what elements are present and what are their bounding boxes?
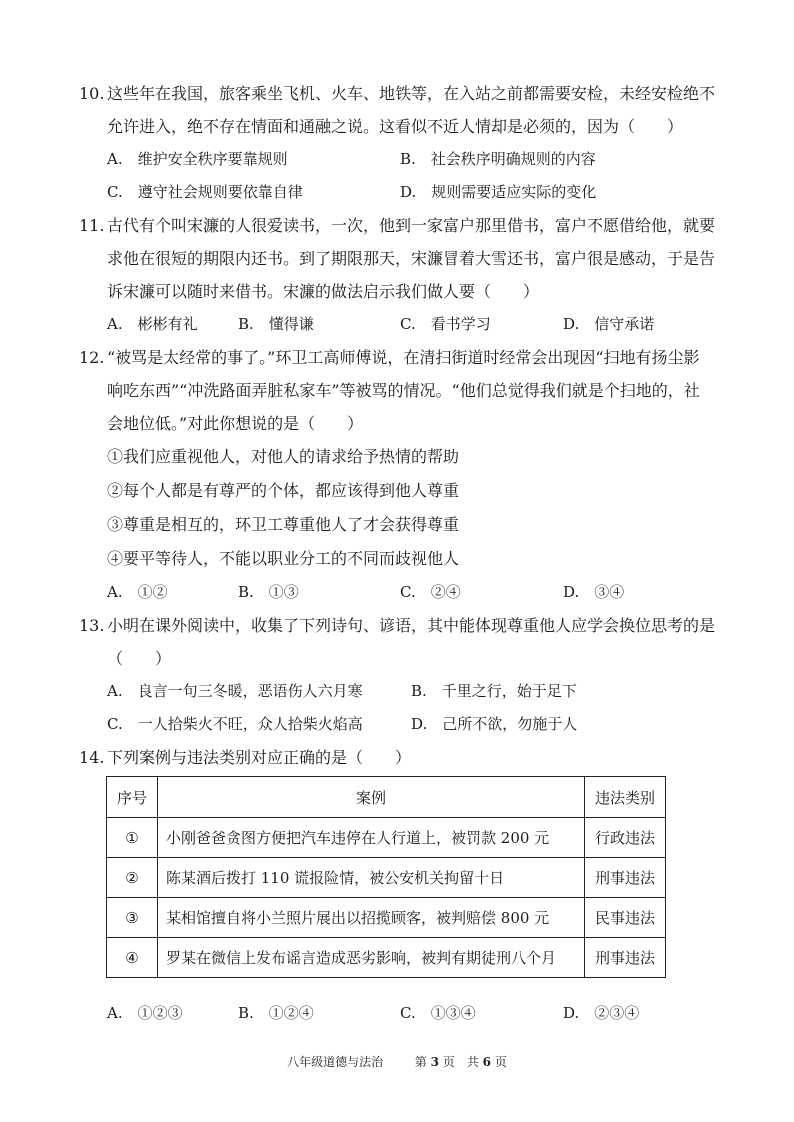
question-line: 会地位低。”对此你想说的是（ ） — [107, 414, 364, 433]
question-line — [79, 741, 729, 774]
options-row — [79, 708, 729, 741]
options-row — [79, 143, 729, 176]
cell-case: 陈某酒后拨打 110 谎报险情，被公安机关拘留十日 — [158, 858, 585, 898]
options-row — [79, 176, 729, 209]
statement-1: ①我们应重视他人，对他人的请求给予热情的帮助 — [107, 447, 460, 466]
option-c: C. 遵守社会规则要依靠自律 — [107, 183, 303, 201]
question-number: 13. — [79, 616, 105, 635]
options-row — [79, 997, 729, 1030]
option-d: D. ②③④ — [563, 1004, 640, 1022]
question-text: 下列案例与违法类别对应正确的是（ ） — [107, 748, 412, 767]
table-header-row — [107, 777, 666, 818]
option-d: D. 信守承诺 — [563, 315, 655, 333]
question-text: 古代有个叫宋濂的人很爱读书，一次，他到一家富户那里借书，富户不愿借给他，就要 — [107, 216, 716, 235]
question-line — [79, 609, 729, 642]
page-footer — [0, 1053, 794, 1070]
question-12 — [79, 341, 729, 609]
cell-type: 刑事违法 — [585, 938, 666, 978]
footer-page-number: 3 — [430, 1055, 439, 1069]
question-number: 12. — [79, 348, 105, 367]
options-row — [79, 675, 729, 708]
option-c: C. 一人拾柴火不旺，众人拾柴火焰高 — [107, 715, 363, 733]
question-number: 14. — [79, 748, 105, 767]
footer-page-mid: 页 共 — [442, 1055, 479, 1069]
header-case: 案例 — [158, 777, 585, 818]
question-line — [79, 77, 729, 110]
option-b: B. 千里之行，始于足下 — [411, 682, 577, 700]
cell-number: ① — [107, 818, 158, 858]
option-a: A. 彬彬有礼 — [107, 315, 198, 333]
question-line: 诉宋濂可以随时来借书。宋濂的做法启示我们做人要（ ） — [107, 282, 540, 301]
question-line — [79, 341, 729, 374]
option-d: D. ③④ — [563, 583, 625, 601]
cell-type: 民事违法 — [585, 898, 666, 938]
cell-number: ④ — [107, 938, 158, 978]
statement-4: ④要平等待人，不能以职业分工的不同而歧视他人 — [107, 549, 460, 568]
table-row — [107, 898, 666, 938]
statement-2: ②每个人都是有尊严的个体，都应该得到他人尊重 — [107, 481, 460, 500]
cell-case: 罗某在微信上发布谣言造成恶劣影响，被判有期徒刑八个月 — [158, 938, 585, 978]
option-c: C. 看书学习 — [400, 315, 491, 333]
question-line: （ ） — [107, 649, 172, 668]
cell-case: 某相馆擅自将小兰照片展出以招揽顾客，被判赔偿 800 元 — [158, 898, 585, 938]
option-b: B. ①③ — [238, 583, 299, 601]
cell-type: 刑事违法 — [585, 858, 666, 898]
option-b: B. ①②④ — [238, 1004, 314, 1022]
option-a: A. 良言一句三冬暖，恶语伤人六月寒 — [107, 682, 363, 700]
option-b: B. 懂得谦 — [238, 315, 314, 333]
question-14 — [79, 741, 729, 774]
footer-page-total: 6 — [482, 1055, 492, 1069]
question-line: 允许进入，绝不存在情面和通融之说。这看似不近人情却是必须的，因为（ ） — [107, 117, 684, 136]
question-13 — [79, 609, 729, 741]
option-c: C. ②④ — [400, 583, 461, 601]
cell-number: ③ — [107, 898, 158, 938]
statement-3: ③尊重是相互的，环卫工尊重他人了才会获得尊重 — [107, 515, 460, 534]
question-line — [79, 209, 729, 242]
option-a: A. ①② — [107, 583, 168, 601]
option-b: B. 社会秩序明确规则的内容 — [400, 150, 596, 168]
footer-page-suffix: 页 — [494, 1055, 507, 1069]
option-c: C. ①③④ — [400, 1004, 476, 1022]
table-row — [107, 858, 666, 898]
header-number: 序号 — [107, 777, 158, 818]
question-10 — [79, 77, 729, 209]
header-type: 违法类别 — [585, 777, 666, 818]
question-text: “被骂是太经常的事了。”环卫工高师傅说，在清扫街道时经常会出现因“扫地有扬尘影 — [107, 348, 700, 367]
table-row — [107, 818, 666, 858]
case-table — [106, 776, 666, 978]
footer-page-prefix: 第 — [414, 1055, 427, 1069]
cell-number: ② — [107, 858, 158, 898]
question-number: 11. — [79, 216, 105, 235]
question-14-options — [79, 997, 729, 1030]
option-d: D. 己所不欲，勿施于人 — [411, 715, 578, 733]
question-line: 响吃东西”“冲洗路面弄脏私家车”等被骂的情况。“他们总觉得我们就是个扫地的，社 — [107, 381, 700, 400]
question-text: 小明在课外阅读中，收集了下列诗句、谚语，其中能体现尊重他人应学会换位思考的是 — [107, 616, 716, 635]
option-a: A. ①②③ — [107, 1004, 183, 1022]
question-line: 求他在很短的期限内还书。到了期限那天，宋濂冒着大雪还书，富户很是感动，于是告 — [107, 249, 716, 268]
question-number: 10. — [79, 84, 105, 103]
question-11 — [79, 209, 729, 341]
table-row — [107, 938, 666, 978]
options-row — [79, 576, 729, 609]
option-a: A. 维护安全秩序要靠规则 — [107, 150, 288, 168]
question-text: 这些年在我国，旅客乘坐飞机、火车、地铁等，在入站之前都需要安检，未经安检绝不 — [107, 84, 716, 103]
options-row — [79, 308, 729, 341]
cell-type: 行政违法 — [585, 818, 666, 858]
option-d: D. 规则需要适应实际的变化 — [400, 183, 597, 201]
cell-case: 小刚爸爸贪图方便把汽车违停在人行道上，被罚款 200 元 — [158, 818, 585, 858]
footer-subject: 八年级道德与法治 — [287, 1055, 384, 1069]
